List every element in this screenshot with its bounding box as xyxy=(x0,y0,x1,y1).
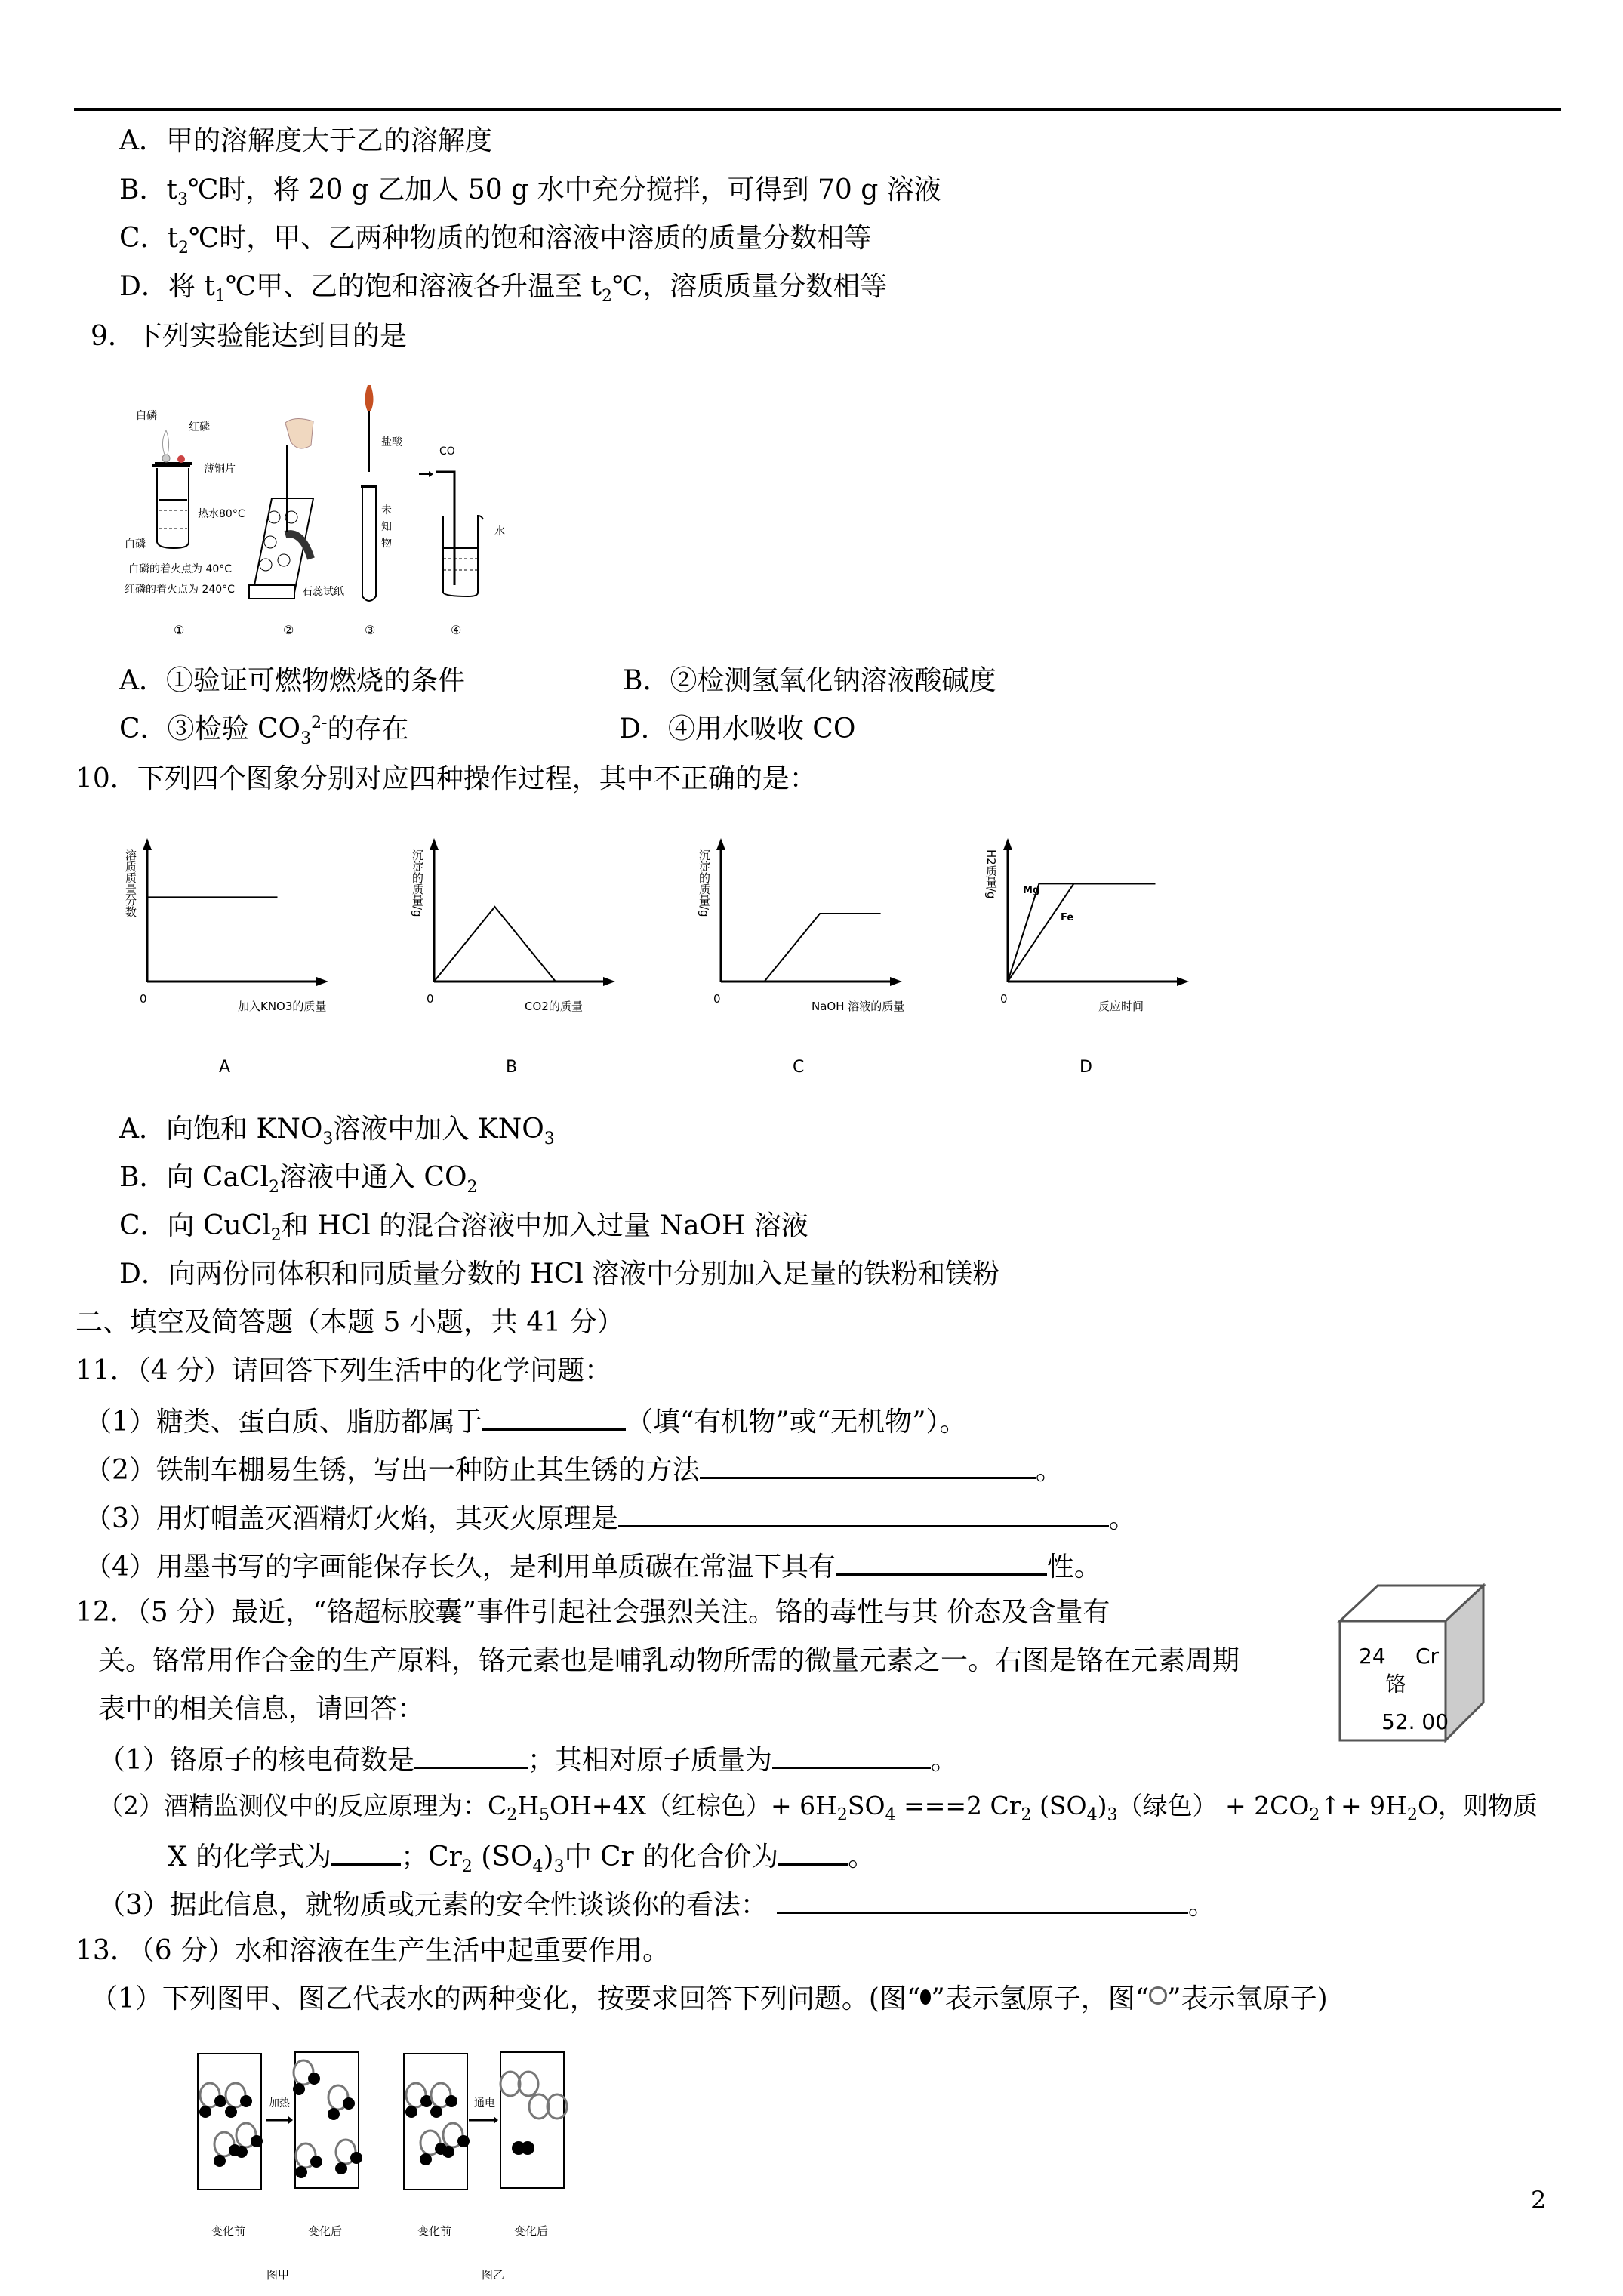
fig1-number: ① xyxy=(174,623,185,637)
page-number: 2 xyxy=(1531,2186,1547,2214)
q9-option-d: D．④用水吸收 CO xyxy=(619,713,856,744)
series-line-沉淀 xyxy=(434,907,556,982)
q12-line-2: 关。铬常用作合金的生产原料，铬元素也是哺乳动物所需的微量元素之一。右图是铬在元素周期 xyxy=(98,1645,1240,1676)
x-axis-label: 反应时间 xyxy=(1098,1000,1144,1013)
q10-stem: 10．下列四个图象分别对应四种操作过程，其中不正确的是： xyxy=(75,763,817,794)
hydrogen-atom-icon xyxy=(920,1989,931,2005)
fig-a-before-label: 变化前 xyxy=(211,2224,246,2238)
chart-caption: A xyxy=(219,1058,231,1077)
fig-b-before-label: 变化前 xyxy=(417,2224,452,2238)
origin-label: 0 xyxy=(140,992,147,1006)
oxygen-atom-icon xyxy=(1149,1986,1167,2005)
answer-blank[interactable] xyxy=(618,1499,1109,1527)
chart-d xyxy=(974,831,1246,1102)
y-axis-arrow xyxy=(716,838,725,850)
element-mass: 52. 00 xyxy=(1381,1709,1449,1734)
fig4-co-beaker xyxy=(419,471,483,596)
fig1-note-2: 红磷的着火点为 240°C xyxy=(125,584,235,596)
y-axis-label: H2质量/g xyxy=(984,849,998,899)
fig3-label-unknown-3: 物 xyxy=(381,538,392,550)
q8-option-b: B．$t_3℃$时，将 20 g 乙加人 50 g 水中充分搅拌，可得到 70 g 溶液 xyxy=(119,174,941,210)
x-axis-arrow xyxy=(890,977,902,986)
header-rule xyxy=(74,108,1561,111)
q8-option-a: A．甲的溶解度大于乙的溶解度 xyxy=(119,125,492,156)
x-axis-arrow xyxy=(603,977,615,986)
q13-stem: 13. （6 分）水和溶液在生产生活中起重要作用。 xyxy=(75,1935,670,1966)
y-axis-label: 溶质质量分数 xyxy=(124,849,137,917)
answer-blank[interactable] xyxy=(772,1741,931,1769)
q10-option-b: B．向 CaCl$_2$溶液中通入 $CO_2$ xyxy=(119,1162,478,1197)
y-axis-arrow xyxy=(1003,838,1012,850)
fig3-label-unknown-1: 未 xyxy=(381,504,392,516)
q9-option-a: A．①验证可燃物燃烧的条件 xyxy=(119,665,465,696)
chart-a xyxy=(113,831,385,1102)
origin-label: 0 xyxy=(1000,992,1008,1006)
element-number: 24 xyxy=(1359,1644,1386,1669)
y-axis-label: 沉淀的质量/g xyxy=(411,849,424,917)
q8-option-d: D．将 $t_1℃$甲、乙的饱和溶液各升温至 $t_2℃$，溶质质量分数相等 xyxy=(119,271,888,307)
fig-a-after-label: 变化后 xyxy=(308,2224,343,2238)
fig3-number: ③ xyxy=(365,623,376,637)
answer-blank[interactable] xyxy=(482,1403,626,1431)
fig4-label-water: 水 xyxy=(494,525,505,538)
fig-b-arrow-label: 通电 xyxy=(474,2097,495,2110)
series-line-沉淀 xyxy=(721,914,881,982)
answer-blank[interactable] xyxy=(778,1838,848,1866)
q10-option-c: C．向 CuCl$_2$和 HCl 的混合溶液中加入过量 NaOH 溶液 xyxy=(119,1210,808,1246)
fig3-label-unknown-2: 知 xyxy=(381,521,392,533)
element-symbol: Cr xyxy=(1415,1644,1440,1669)
fig-a-title: 图甲 xyxy=(266,2268,290,2282)
chart-caption: C xyxy=(793,1058,805,1077)
series-line-Mg xyxy=(1008,883,1156,982)
q9-option-b: B．②检测氢氧化钠溶液酸碱度 xyxy=(623,665,996,696)
x-axis-label: NaOH 溶液的质量 xyxy=(812,1000,905,1013)
q11-part-1: （1）糖类、蛋白质、脂肪都属于 （填“有机物”或“无机物”）。 xyxy=(85,1403,967,1439)
q12-part-2-questions: X 的化学式为 ；$Cr_2$ $(SO_4)_3$中 Cr 的化合价为 。 xyxy=(168,1838,875,1874)
fig-b-after-label: 变化后 xyxy=(514,2224,549,2238)
series-line-Fe xyxy=(1008,883,1156,982)
fig-b-before-box xyxy=(404,2054,467,2190)
water-change-diagrams xyxy=(181,2039,1208,2296)
fig-a-before-box xyxy=(198,2054,261,2190)
chart-c xyxy=(687,831,959,1102)
x-axis-arrow xyxy=(1177,977,1189,986)
fig4-label-co: CO xyxy=(439,445,455,458)
fig1-label-copper-plate: 薄铜片 xyxy=(204,463,236,475)
fig1-note-1: 白磷的着火点为 40°C xyxy=(128,563,233,575)
fig-b-title: 图乙 xyxy=(482,2268,505,2282)
fig4-number: ④ xyxy=(451,623,462,637)
series-label-mg: Mg xyxy=(1023,885,1040,896)
q11-part-3: （3）用灯帽盖灭酒精灯火焰，其灭火原理是 。 xyxy=(85,1499,1136,1536)
fig1-combustion-beaker xyxy=(152,430,192,548)
y-axis-label: 沉淀的质量/g xyxy=(698,849,711,917)
fig1-label-hot-water: 热水80°C xyxy=(198,508,245,520)
fig3-label-acid: 盐酸 xyxy=(381,436,402,448)
q9-experiment-figures xyxy=(113,370,1110,649)
origin-label: 0 xyxy=(713,992,721,1006)
answer-blank[interactable] xyxy=(777,1886,1188,1914)
series-label-fe: Fe xyxy=(1061,912,1074,923)
fig2-label-litmus: 石蕊试纸 xyxy=(302,586,344,598)
section-2-title: 二、填空及简答题（本题 5 小题，共 41 分） xyxy=(75,1307,624,1338)
q10-option-d: D．向两份同体积和同质量分数的 HCl 溶液中分别加入足量的铁粉和镁粉 xyxy=(119,1259,1000,1290)
q12-part-1: （1）铬原子的核电荷数是 ；其相对原子质量为 。 xyxy=(98,1741,958,1777)
fig1-label-red-phosphorus: 红磷 xyxy=(189,421,210,433)
chart-caption: B xyxy=(506,1058,518,1077)
answer-blank[interactable] xyxy=(331,1838,401,1866)
q12-line-1: 12．（5 分）最近，“铬超标胶囊”事件引起社会强烈关注。铬的毒性与其 价态及含量有 xyxy=(75,1597,1110,1628)
fig1-label-white-phosphorus-bottom: 白磷 xyxy=(125,538,146,550)
origin-label: 0 xyxy=(427,992,434,1006)
fig2-spot-plate xyxy=(249,418,313,599)
x-axis-label: 加入KNO3的质量 xyxy=(238,1000,327,1013)
y-axis-arrow xyxy=(430,838,439,850)
x-axis-label: CO2的质量 xyxy=(525,1000,583,1013)
q11-stem: 11．（4 分）请回答下列生活中的化学问题： xyxy=(75,1355,612,1386)
fig2-number: ② xyxy=(283,623,294,637)
q12-part-2-equation: （2）酒精监测仪中的反应原理为：$C_2H_5OH+4X$（红棕色）+ $6H_2SO_4 ===2$ $Cr_2$ $(SO_4)_3$（绿色） + $2CO_2↑+ 9H_2O$，则物质 xyxy=(98,1791,1538,1825)
element-name: 铬 xyxy=(1385,1672,1407,1697)
q11-part-4: （4）用墨书写的字画能保存长久，是利用单质碳在常温下具有 性。 xyxy=(85,1548,1101,1584)
answer-blank[interactable] xyxy=(836,1548,1047,1576)
answer-blank[interactable] xyxy=(414,1741,528,1769)
chart-caption: D xyxy=(1079,1058,1092,1077)
q9-stem: 9．下列实验能达到目的是 xyxy=(91,321,407,352)
x-axis-arrow xyxy=(316,977,328,986)
fig3-test-tube xyxy=(361,385,377,601)
fig1-label-white-phosphorus-top: 白磷 xyxy=(136,410,157,422)
q8-option-c: C．$t_2℃$时，甲、乙两种物质的饱和溶液中溶质的质量分数相等 xyxy=(119,223,872,258)
q11-part-2: （2）铁制车棚易生锈，写出一种防止其生锈的方法 。 xyxy=(85,1451,1063,1487)
q10-option-a: A．向饱和 $KNO_3$溶液中加入 $KNO_3$ xyxy=(119,1114,555,1149)
q12-line-3: 表中的相关信息，请回答： xyxy=(98,1693,425,1724)
chromium-element-card xyxy=(1332,1582,1514,1734)
q12-part-3: （3）据此信息，就物质或元素的安全性谈谈你的看法： 。 xyxy=(98,1886,1215,1922)
chart-b xyxy=(400,831,672,1102)
q13-part-1: （1）下列图甲、图乙代表水的两种变化，按要求回答下列问题。(图“ ”表示氢原子，图“ ”表示氧原子) xyxy=(91,1983,1328,2014)
fig-a-arrow-label: 加热 xyxy=(269,2097,290,2110)
q9-option-c: C．③检验 $CO_3^{2-}$的存在 xyxy=(119,713,409,749)
y-axis-arrow xyxy=(143,838,152,850)
answer-blank[interactable] xyxy=(700,1451,1036,1479)
